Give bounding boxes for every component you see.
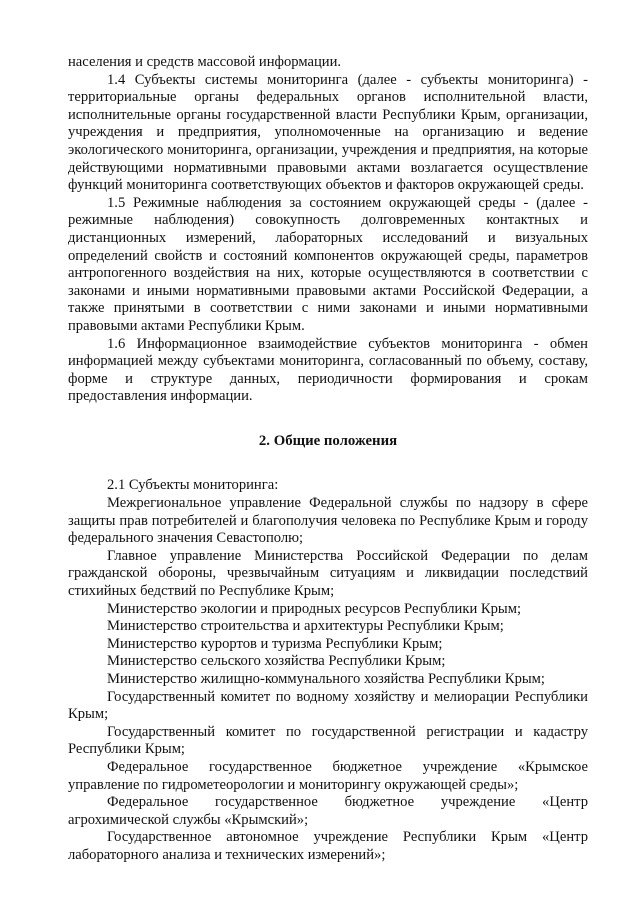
subject-item: Министерство строительства и архитектуры Республики Крым; [107, 618, 504, 635]
subject-item: Федеральное государственное бюджетное учреждение «Центр агрохимической службы «Крымский»; [68, 794, 588, 828]
section-title: 2. Общие положения [258, 432, 398, 449]
subject-item: Министерство жилищно-коммунального хозяйства Республики Крым; [107, 671, 545, 687]
subject-item: Главное управление Министерства Российской Федерации по делам гражданской обороны, чрезвычайным ситуациям и ликвидации последствий стихийных бедствий по Республике Крым; [68, 547, 588, 600]
lead-text: населения и средств массовой информации. [68, 54, 342, 70]
subject-item: Министерство сельского хозяйства Республики Крым; [107, 653, 446, 670]
subject-item: Федеральное государственное бюджетное учреждение «Крымское управление по гидрометеорологии и мониторингу окружающей среды»; [68, 758, 588, 793]
subject-item: Министерство экологии и природных ресурсов Республики Крым; [107, 600, 522, 617]
paragraph-2-1: 2.1 Субъекты мониторинга: [107, 477, 279, 494]
subject-item: Государственный комитет по водному хозяйству и мелиорации Республики Крым; [68, 688, 588, 723]
subject-item: Министерство курортов и туризма Республики Крым; [107, 635, 443, 652]
subject-item: Государственный комитет по государственной регистрации и кадастру Республики Крым; [68, 723, 588, 758]
paragraph-1-5: 1.5 Режимные наблюдения за состоянием окружающей среды - (далее - режимные наблюдения) совокупность долговременных контактных и дистанционных измерений, лабораторных исследований и визуальных определений свойств и состояний компонентов окружающей среды, параметров антропогенного воздействия на них, которые осуществляются в соответствии с законами и иными нормативными правовыми актами Российской Федерации, а также принятыми в соответствии с ними законами и иными нормативными правовыми актами Республики Крым. [68, 194, 588, 334]
paragraph-1-6: 1.6 Информационное взаимодействие субъектов мониторинга - обмен информацией между субъектами мониторинга, согласованный по объему, составу, форме и структуре данных, периодичности формирования и срокам предоставления информации. [68, 335, 588, 405]
subject-item: Государственное автономное учреждение Республики Крым «Центр лабораторного анализа и технических измерений»; [68, 829, 588, 863]
subject-item: Межрегиональное управление Федеральной службы по надзору в сфере защиты прав потребителей и благополучия человека по Республике Крым и городу федерального значения Севастополю; [68, 495, 588, 547]
paragraph-1-4: 1.4 Субъекты системы мониторинга (далее - субъекты мониторинга) - территориальные органы федеральных органов исполнительной власти, исполнительные органы государственной власти Республики Крым, организации, учреждения и предприятия, уполномоченные на организацию и ведение экологического мониторинга, организации, учреждения и предприятия, на которые действующими нормативными правовыми актами возлагается осуществление функций мониторинга соответствующих объектов и факторов окружающей среды. [68, 71, 588, 194]
